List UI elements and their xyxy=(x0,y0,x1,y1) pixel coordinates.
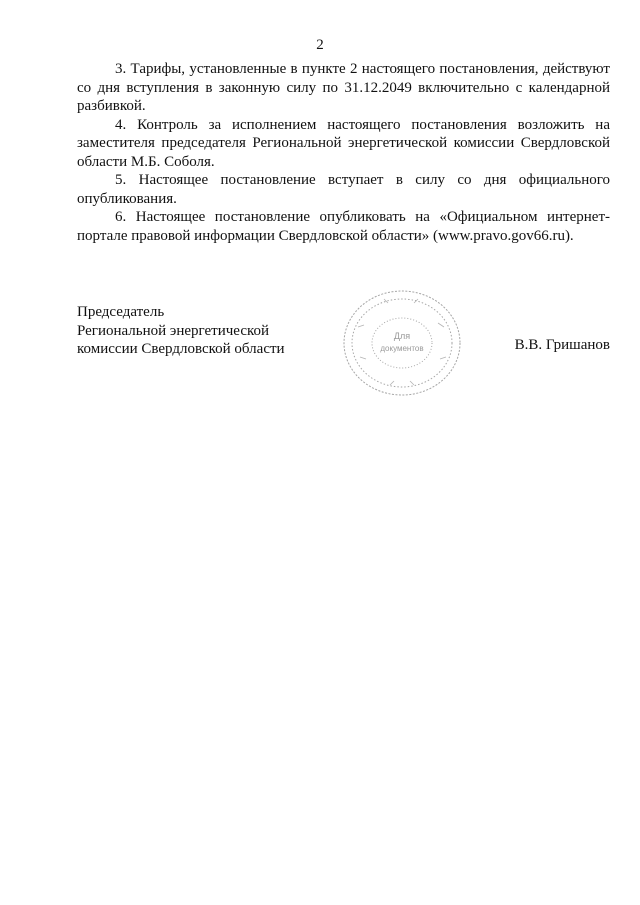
document-body xyxy=(77,60,610,245)
paragraph-5-effective: 5. Настоящее постановление вступает в силу со дня официального опубликования. xyxy=(77,172,610,207)
paragraph-4-control: 4. Контроль за исполнением настоящего постановления возложить на заместителя председателя Региональной энергетической комиссии Свердловской области М.Б. Соболя. xyxy=(77,116,610,170)
stamp-center-text-1: Для xyxy=(393,331,411,341)
signatory-name: В.В. Гришанов xyxy=(514,337,610,353)
stamp-center-text-2: документов xyxy=(380,344,424,353)
official-seal-stamp xyxy=(340,287,464,399)
paragraph-3-tariffs: 3. Тарифы, установленные в пункте 2 настоящего постановления, действуют со дня вступления в законную силу по 31.12.2049 включительно с календарной разбивкой. xyxy=(77,61,610,114)
signatory-title-line2: Региональной энергетической xyxy=(77,322,270,339)
signatory-title-line1: Председатель xyxy=(77,304,165,320)
paragraph-6-publication: 6. Настоящее постановление опубликовать на «Официальном интернет-портале правовой информации Свердловской области» (www.pravo.gov66.ru). xyxy=(77,209,610,244)
signatory-title-line3: комиссии Свердловской области xyxy=(77,341,285,357)
page-number: 2 xyxy=(316,37,324,53)
